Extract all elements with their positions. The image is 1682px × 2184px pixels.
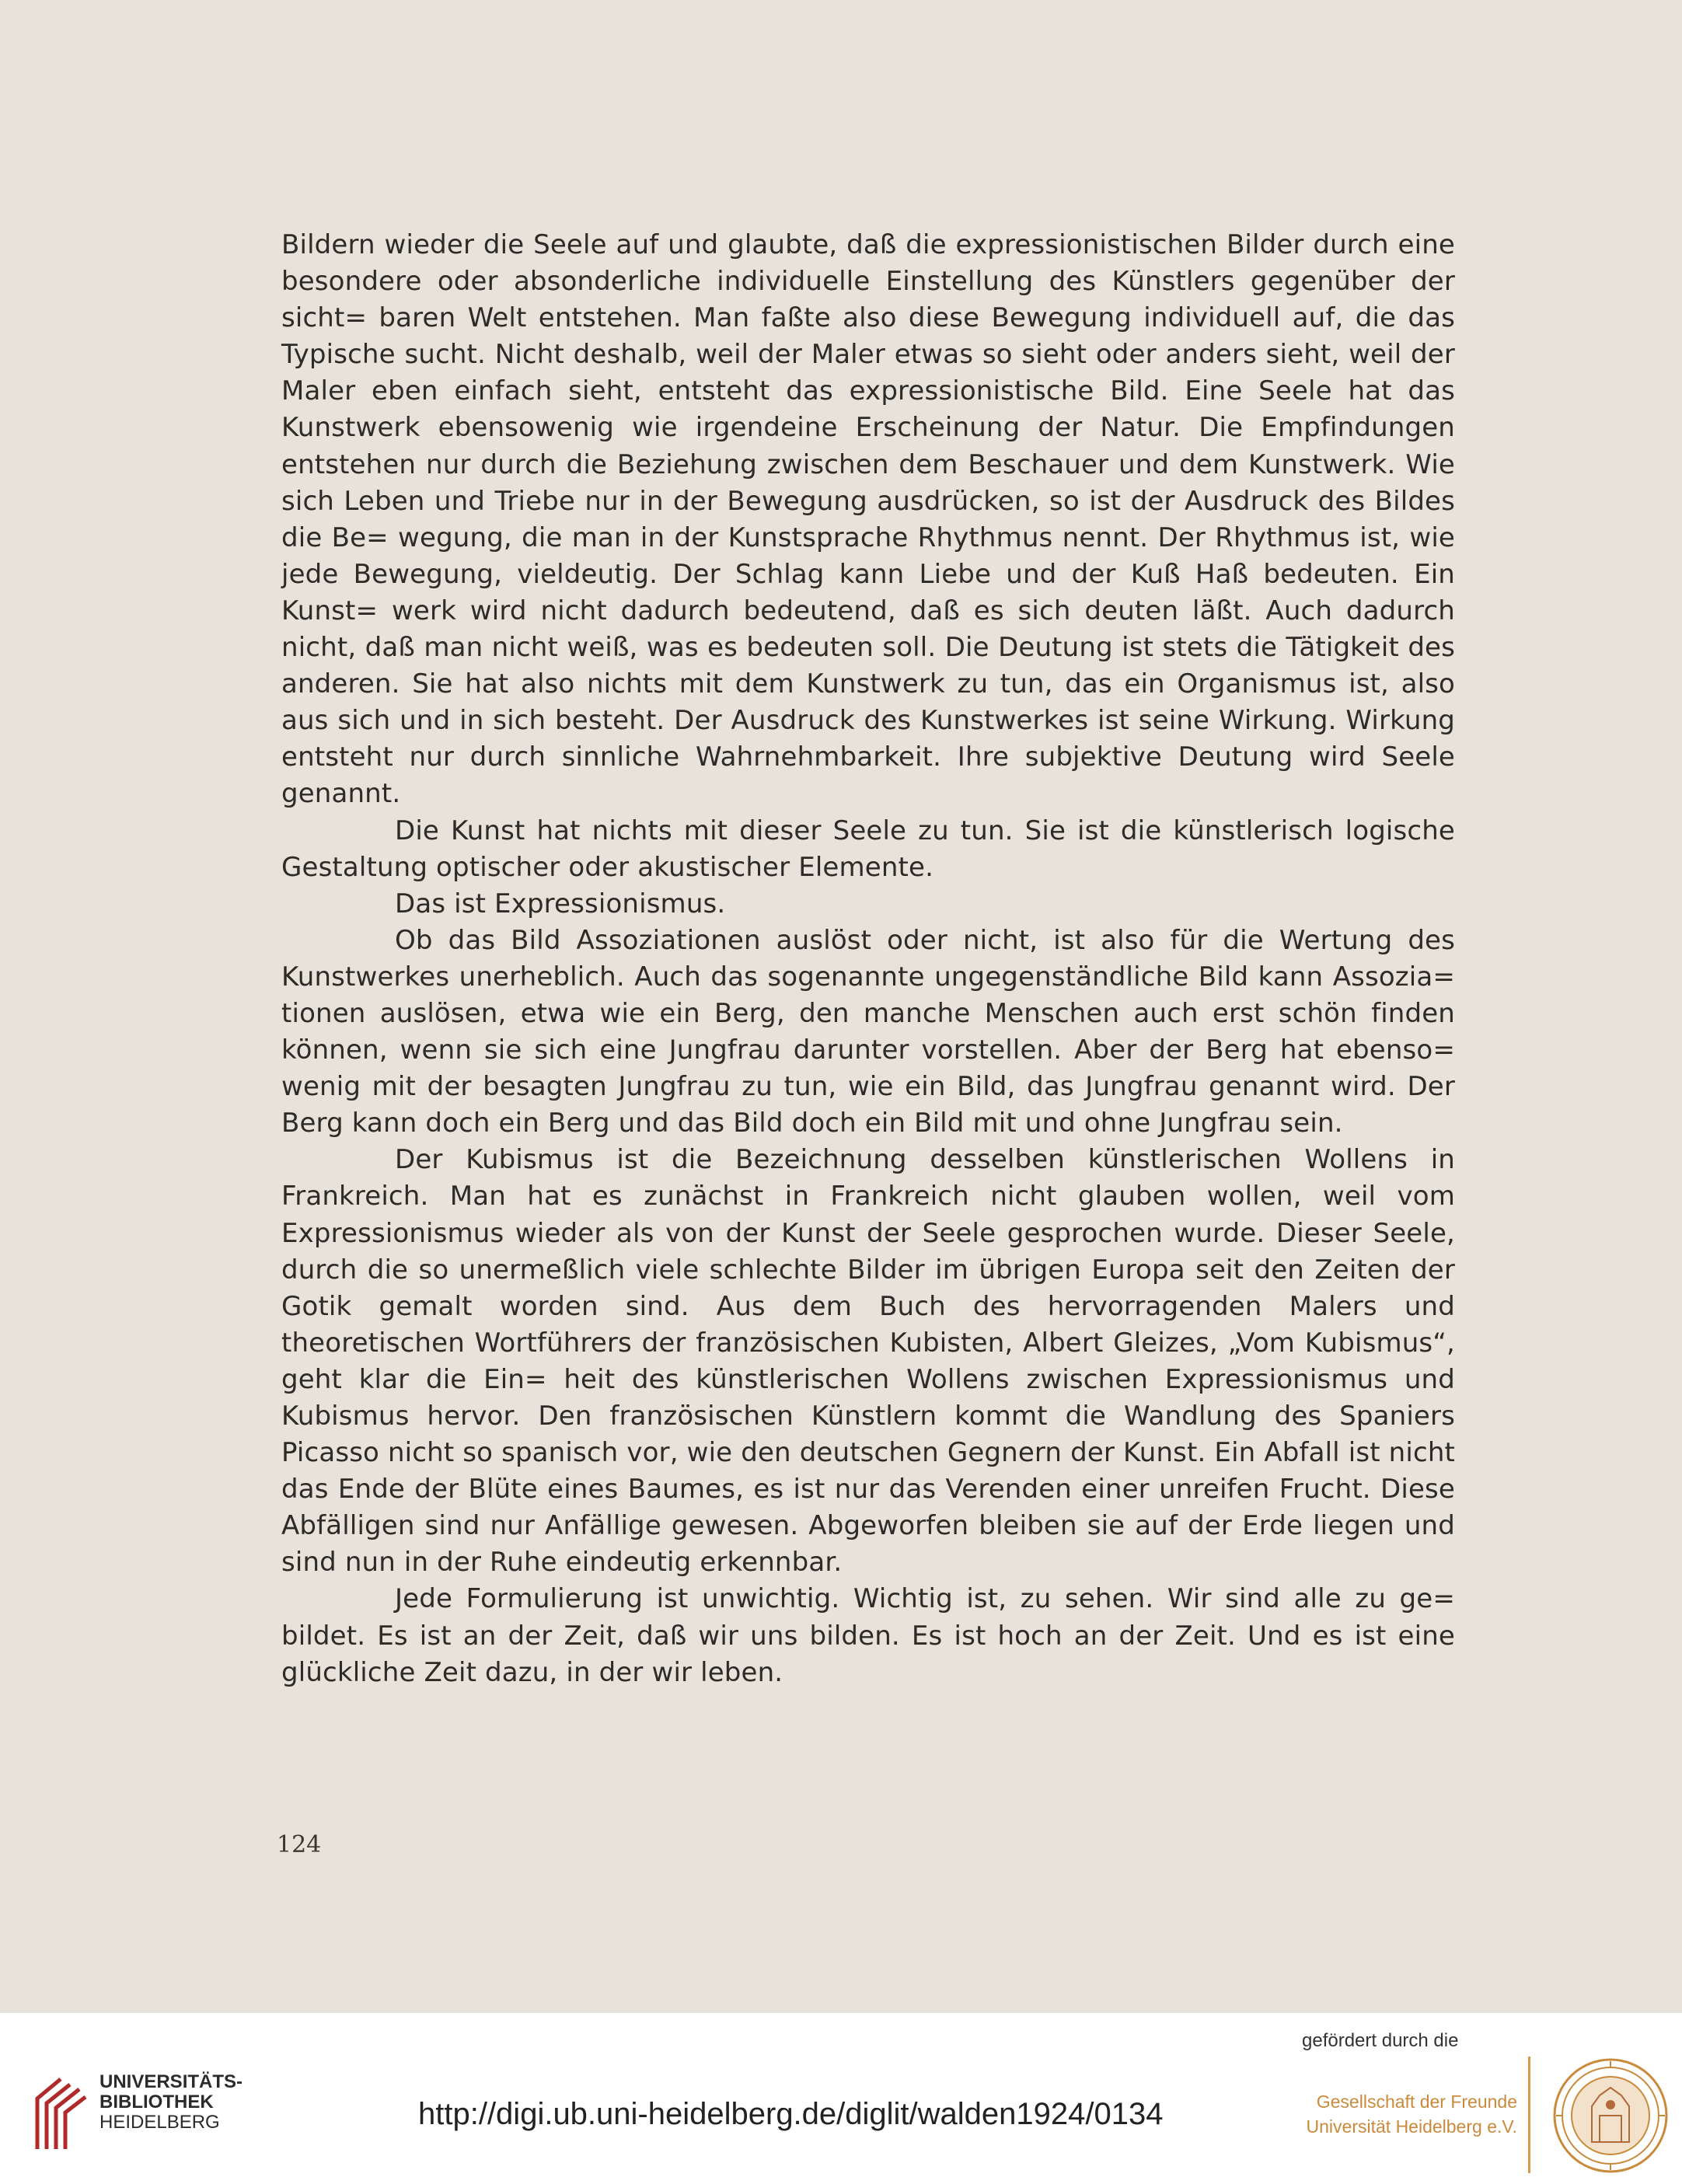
paragraph-1: Bildern wieder die Seele auf und glaubte, daß die expressionistischen Bilder durch eine besondere oder absonderliche individuelle Einstellung des Künstlers gegenüber der sicht= baren Welt entstehen. Man faßte also diese Bewegung individuell auf, die das Typische sucht. Nicht deshalb, weil der Maler etwas so sieht oder anders sieht, weil der Maler eben einfach sieht, entsteht das expressionistische Bild. Eine Seele hat das Kunstwerk ebensowenig wie irgendeine Erscheinung der Natur. Die Empfindungen entstehen nur durch die Beziehung zwischen dem Beschauer und dem Kunstwerk. Wie sich Leben und Triebe nur in der Bewegung ausdrücken, so ist der Ausdruck des Bildes die Be= wegung, die man in der Kunstsprache Rhythmus nennt. Der Rhythmus ist, wie jede Bewegung, vieldeutig. Der Schlag kann Liebe und der Kuß Haß bedeuten. Ein Kunst= werk wird nicht dadurch bedeutend, daß es sich deuten läßt. Auch dadurch nicht, daß man nicht weiß, was es bedeuten soll. Die Deutung ist stets die Tätigkeit des anderen. Sie hat also nichts mit dem Kunstwerk zu tun, das ein Organismus ist, also aus sich und in sich besteht. Der Ausdruck des Kunstwerkes ist seine Wirkung. Wirkung entsteht nur durch sinnliche Wahrnehmbarkeit. Ihre subjektive Deutung wird Seele genannt. [281, 229, 1455, 810]
paragraph-6: Jede Formulierung ist unwichtig. Wichtig ist, zu sehen. Wir sind alle zu ge= bildet. Es ist an der Zeit, daß wir uns bilden. Es ist hoch an der Zeit. Und es ist eine glückliche Zeit dazu, in der wir leben. [281, 1583, 1455, 1688]
library-name [99, 2072, 243, 2133]
library-name-line-3: HEIDELBERG [99, 2112, 220, 2133]
paragraph-5: Der Kubismus ist die Bezeichnung desselben künstlerischen Wollens in Frankreich. Man hat es zunächst in Frankreich nicht glauben wollen, weil vom Expressionismus wieder als von der Kunst der Seele gesprochen wurde. Dieser Seele, durch die so unermeßlich viele schlechte Bilder im übrigen Europa seit den Zeiten der Gotik gemalt worden sind. Aus dem Buch des hervorragenden Malers und theoretischen Wortführers der französischen Kubisten, Albert Gleizes, „Vom Kubismus“, geht klar die Ein= heit des künstlerischen Wollens zwischen Expressionismus und Kubismus hervor. Den französischen Künstlern kommt die Wandlung des Spaniers Picasso nicht so spanisch vor, wie den deutschen Gegnern der Kunst. Ein Abfall ist nicht das Ende der Blüte eines Baumes, es ist nur das Verenden einer unreifen Frucht. Diese Abfälligen sind nur Anfällige gewesen. Abgeworfen bleiben sie auf der Erde liegen und sind nun in der Ruhe eindeutig erkennbar. [281, 1144, 1455, 1579]
page-number: 124 [277, 1831, 322, 1858]
paragraph-4: Ob das Bild Assoziationen auslöst oder nicht, ist also für die Wertung des Kunstwerkes unerheblich. Auch das sogenannte ungegenständliche Bild kann Assozia= tionen auslösen, etwa wie ein Berg, den manche Menschen auch erst schön finden können, wenn sie sich eine Jungfrau darunter vorstellen. Aber der Berg hat ebenso= wenig mit der besagten Jungfrau zu tun, wie ein Bild, das Jungfrau genannt wird. Der Berg kann doch ein Berg und das Bild doch ein Bild mit und ohne Jungfrau sein. [281, 924, 1455, 1139]
paragraph-2: Die Kunst hat nichts mit dieser Seele zu tun. Sie ist die künstlerisch logische Gestaltung optischer oder akustischer Elemente. [281, 815, 1455, 883]
body-text [281, 227, 1455, 1691]
paragraph-3: Das ist Expressionismus. [395, 888, 726, 919]
sponsor-name [1292, 2089, 1517, 2139]
sponsor-divider [1528, 2057, 1530, 2173]
sponsor-name-line-1: Gesellschaft der Freunde [1316, 2092, 1517, 2112]
university-library-logo-icon [30, 2075, 92, 2153]
library-name-line-1: UNIVERSITÄTS- [99, 2071, 243, 2092]
digitization-footer [0, 2013, 1682, 2184]
university-seal-icon [1551, 2057, 1670, 2175]
sponsor-label: gefördert durch die [1302, 2030, 1459, 2051]
permalink-url[interactable]: http://digi.ub.uni-heidelberg.de/diglit/walden1924/0134 [418, 2097, 1164, 2131]
sponsor-name-line-2: Universität Heidelberg e.V. [1306, 2116, 1517, 2137]
library-name-line-2: BIBLIOTHEK [99, 2092, 214, 2112]
